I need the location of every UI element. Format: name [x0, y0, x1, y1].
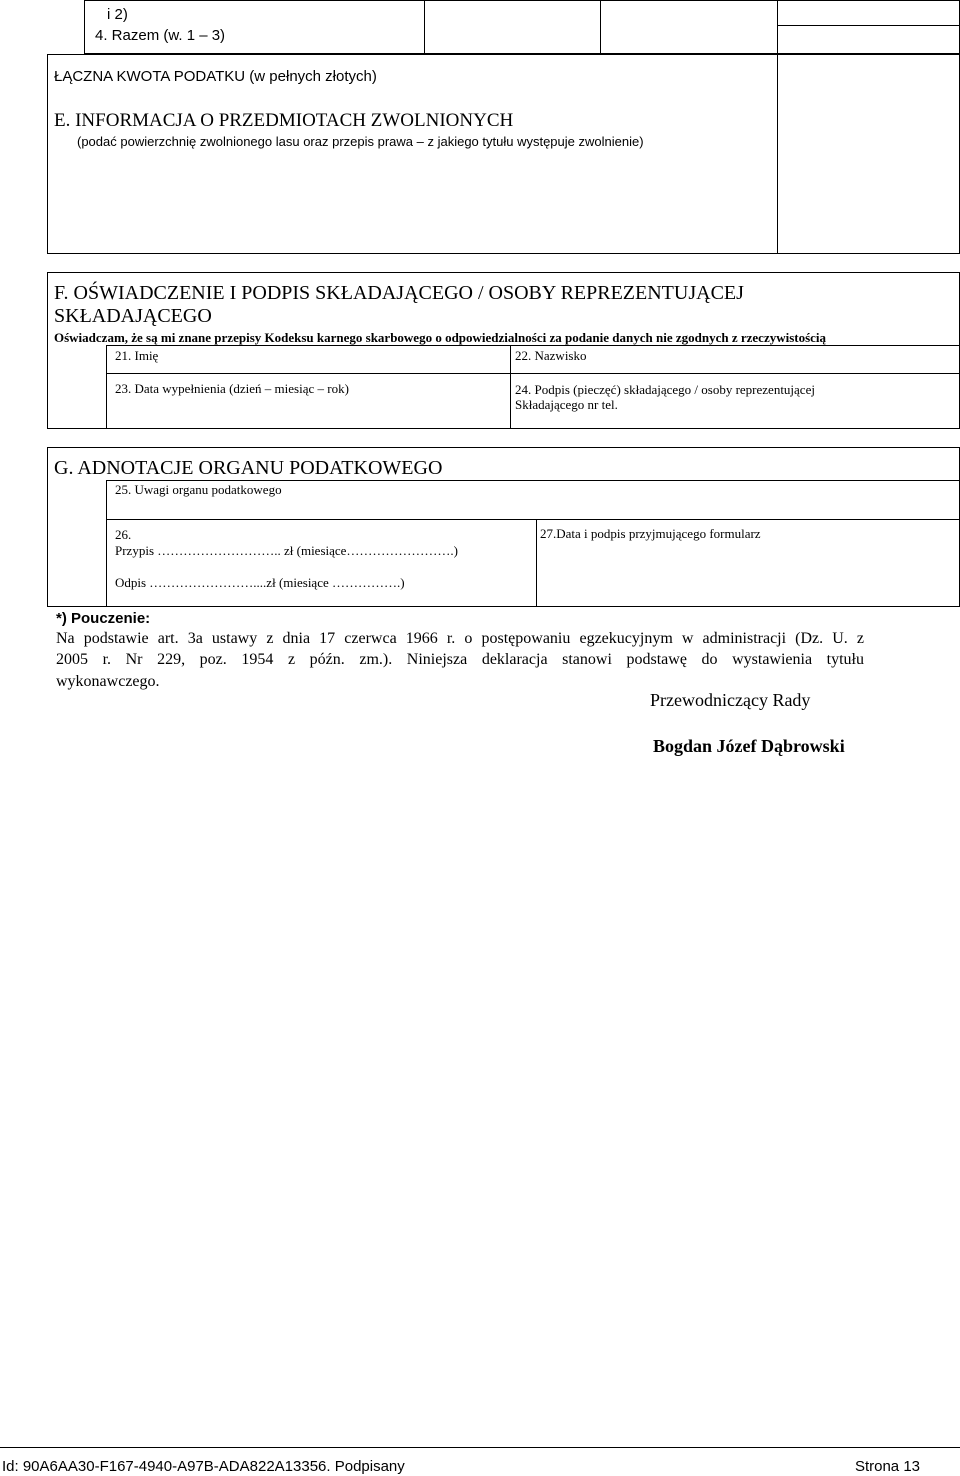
declaration-text: Oświadczam, że są mi znane przepisy Kodeksu karnego skarbowego o odpowiedzialności za podanie danych nie zgodnych z rzeczywistością	[54, 330, 827, 345]
top-table-row-line	[777, 25, 960, 26]
section-g-center-divider	[536, 519, 537, 607]
field-23-fill-date: 23. Data wypełnienia (dzień – miesiąc – rok)	[115, 381, 349, 396]
section-f-row-line-1	[106, 345, 960, 346]
section-f-left-edge	[106, 345, 107, 429]
section-e-subtitle: (podać powierzchnię zwolnionego lasu oraz przepis prawa – z jakiego tytułu występuje zwolnienie)	[77, 134, 644, 149]
signature-name: Bogdan Józef Dąbrowski	[653, 736, 845, 756]
section-f-title-line2: SKŁADAJĄCEGO	[54, 305, 212, 327]
row-continuation-label: i 2)	[107, 6, 128, 23]
przypis-line: Przypis ……………………….. zł (miesiące…………………….)	[115, 543, 459, 558]
section-g-row-line-2	[106, 519, 960, 520]
footer-document-id: Id: 90A6AA30-F167-4940-A97B-ADA822A13356. Podpisany	[2, 1458, 405, 1475]
row-4-total-label: 4. Razem (w. 1 – 3)	[95, 27, 226, 44]
field-21-first-name: 21. Imię	[115, 348, 159, 363]
field-22-last-name: 22. Nazwisko	[515, 348, 587, 363]
notice-heading: *) Pouczenie:	[56, 610, 151, 627]
signature-role: Przewodniczący Rady	[650, 690, 811, 710]
field-26-label: 26.	[115, 527, 132, 542]
odpis-line: Odpis ……………………....zł (miesiące …………….)	[115, 575, 405, 590]
section-g-left-edge	[106, 480, 107, 607]
notice-line-3: wykonawczego.	[56, 673, 160, 690]
field-27-receiver-signature: 27.Data i podpis przyjmującego formularz	[540, 526, 761, 541]
top-table-divider-3	[777, 0, 778, 54]
field-24-signature-line2: Składającego nr tel.	[515, 397, 618, 412]
footer-page-number: Strona 13	[854, 1458, 920, 1475]
notice-line-1	[56, 630, 864, 648]
field-25-remarks: 25. Uwagi organu podatkowego	[115, 482, 282, 497]
top-table-divider-2	[600, 0, 601, 54]
footer-rule	[0, 1447, 960, 1448]
section-f-row-line-2	[106, 373, 960, 374]
section-e-right-column	[777, 54, 778, 254]
notice-line-2	[56, 651, 864, 669]
section-f-center-divider	[510, 345, 511, 429]
section-e-title: E. INFORMACJA O PRZEDMIOTACH ZWOLNIONYCH	[54, 110, 514, 131]
section-g-title: G. ADNOTACJE ORGANU PODATKOWEGO	[54, 457, 443, 479]
section-f-title-line1: F. OŚWIADCZENIE I PODPIS SKŁADAJĄCEGO / OSOBY REPREZENTUJĄCEJ	[54, 282, 744, 304]
section-g-row-line-1	[106, 480, 960, 481]
notice-line-2-text: 2005 r. Nr 229, poz. 1954 z późn. zm.). Niniejsza deklaracja stanowi podstawę do wystawienia tytułu	[56, 651, 864, 668]
total-tax-label: ŁĄCZNA KWOTA PODATKU (w pełnych złotych)	[54, 68, 377, 85]
field-24-signature-line1: 24. Podpis (pieczęć) składającego / osoby reprezentującej	[515, 382, 815, 397]
top-table-divider-1	[424, 0, 425, 54]
notice-line-1-text: Na podstawie art. 3a ustawy z dnia 17 czerwca 1966 r. o postępowaniu egzekucyjnym w administracji (Dz. U. z	[56, 630, 864, 647]
